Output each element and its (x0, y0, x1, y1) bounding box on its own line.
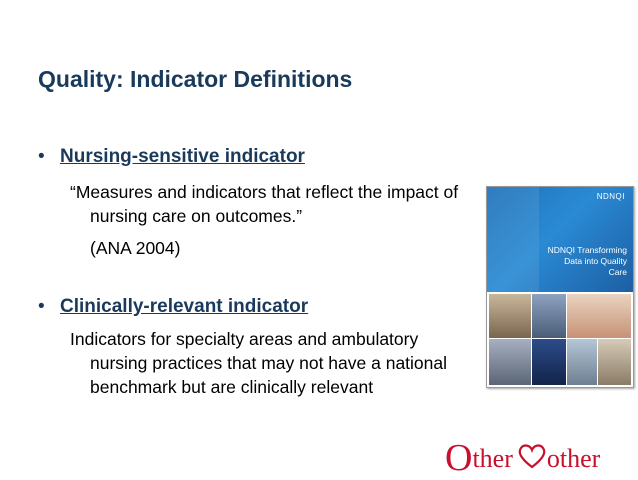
brochure-logo: NDNQI (596, 192, 625, 201)
definition-text: Indicators for specialty areas and ambulatory nursing practices that may not have a national benchmark but are clinically relevant (70, 329, 448, 397)
bullet-marker: • (38, 146, 45, 167)
definition-quote: “Measures and indicators that reflect the impact of nursing care on outcomes.” (70, 182, 459, 226)
photo-meeting (489, 294, 531, 338)
cover-stripe (487, 187, 539, 292)
bullet-marker: • (38, 296, 45, 317)
heart-icon (517, 443, 547, 469)
bullet-heading: Nursing-sensitive indicator (60, 146, 305, 167)
ndnqi-brochure-image (486, 186, 634, 388)
photo-staff (532, 294, 566, 338)
photo-xray (532, 339, 566, 385)
photo-ward (567, 339, 597, 385)
brochure-title-line2: Data into Quality Care (564, 256, 627, 277)
brochure-title-line1: NDNQI Transforming (547, 245, 627, 255)
logo-o: O (445, 437, 473, 479)
photo-care (598, 339, 631, 385)
bullet-clinically-relevant (38, 296, 308, 318)
photo-patient (489, 339, 531, 385)
bullet-heading: Clinically-relevant indicator (60, 296, 309, 317)
bullet-nursing-sensitive (38, 146, 305, 168)
logo-other: other (546, 444, 601, 473)
photo-nurse (567, 294, 631, 338)
bullet-body (70, 327, 465, 399)
other-mother-logo (445, 436, 633, 479)
slide-title: Quality: Indicator Definitions (38, 66, 353, 92)
logo-ther: ther (472, 444, 513, 473)
bullet-body (70, 180, 470, 260)
citation: (ANA 2004) (90, 238, 181, 258)
brochure-cover (487, 187, 633, 292)
brochure-title (547, 245, 627, 278)
